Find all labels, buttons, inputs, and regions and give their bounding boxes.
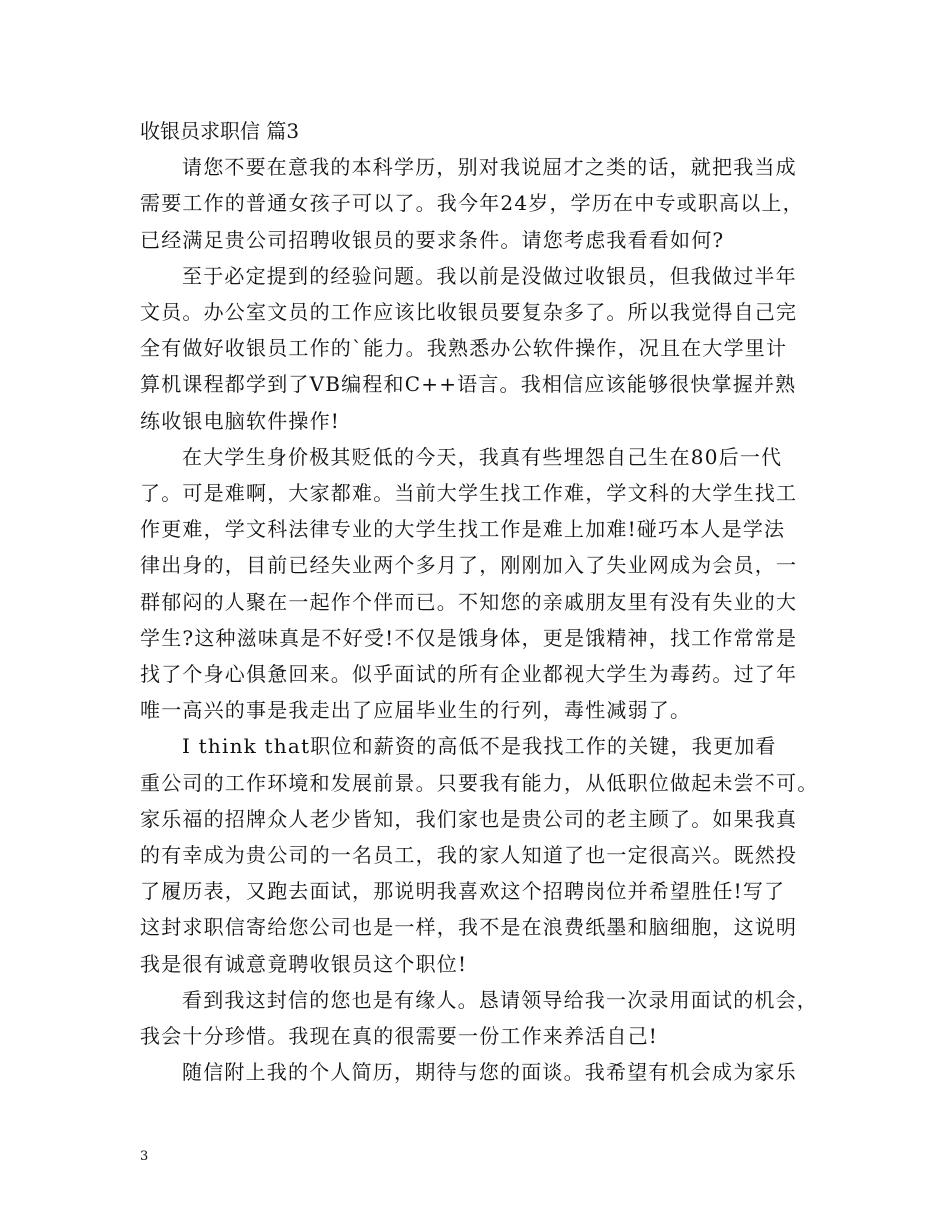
text-line: 文员。办公室文员的工作应该比收银员要复杂多了。所以我觉得自己完 [140, 300, 798, 325]
text-line: 作更难，学文科法律专业的大学生找工作是难上加难!碰巧本人是学法 [140, 517, 786, 542]
text-line: 重公司的工作环境和发展前景。只要我有能力，从低职位做起未尝不可。 [140, 770, 819, 795]
text-line: 我是很有诚意竟聘收银员这个职位! [140, 951, 468, 976]
text-line: 至于必定提到的经验问题。我以前是没做过收银员，但我做过半年 [182, 263, 797, 288]
text-line: 找了个身心俱惫回来。似乎面试的所有企业都视大学生为毒药。过了年 [140, 662, 798, 687]
text-line: 学生?这种滋味真是不好受!不仅是饿身体，更是饿精神，找工作常常是 [140, 625, 798, 650]
text-line: 我会十分珍惜。我现在真的很需要一份工作来养活自己! [140, 1024, 659, 1049]
document-body [140, 113, 830, 1090]
page-number: 3 [140, 1149, 149, 1164]
text-line: 已经满足贵公司招聘收银员的要求条件。请您考虑我看看如何? [140, 227, 725, 252]
paragraph-6 [140, 1054, 830, 1090]
text-line: I think that职位和薪资的高低不是我找工作的关键，我更加看 [182, 734, 777, 759]
paragraph-5 [140, 982, 830, 1054]
text-line: 随信附上我的个人简历，期待与您的面谈。我希望有机会成为家乐 [182, 1060, 797, 1085]
text-line: 了履历表，又跑去面试，那说明我喜欢这个招聘岗位并希望胜任!写了 [140, 879, 786, 904]
text-line: 这封求职信寄给您公司也是一样，我不是在浪费纸墨和脑细胞，这说明 [140, 915, 798, 940]
text-line: 唯一高兴的事是我走出了应届毕业生的行列，毒性减弱了。 [140, 698, 692, 723]
text-line: 了。可是难啊，大家都难。当前大学生找工作难，学文科的大学生找工 [140, 481, 798, 506]
document-title: 收银员求职信 篇3 [140, 119, 300, 143]
paragraph-1 [140, 149, 830, 258]
text-line: 群郁闷的人聚在一起作个伴而已。不知您的亲戚朋友里有没有失业的大 [140, 589, 798, 614]
text-line: 在大学生身价极其贬低的今天，我真有些埋怨自己生在80后一代 [182, 444, 783, 469]
paragraph-2 [140, 258, 830, 439]
paragraph-3 [140, 439, 830, 729]
text-line: 看到我这封信的您也是有缘人。恳请领导给我一次录用面试的机会， [182, 987, 818, 1012]
text-line: 请您不要在意我的本科学历，别对我说屈才之类的话，就把我当成 [182, 155, 797, 180]
text-line: 需要工作的普通女孩子可以了。我今年24岁，学历在中专或职高以上， [140, 191, 804, 216]
text-line: 家乐福的招牌众人老少皆知，我们家也是贵公司的老主顾了。如果我真 [140, 806, 798, 831]
text-line: 算机课程都学到了VB编程和C++语言。我相信应该能够很快掌握并熟 [140, 372, 797, 397]
paragraph-4 [140, 728, 830, 981]
text-line: 全有做好收银员工作的`能力。我熟悉办公软件操作，况且在大学里计 [140, 336, 788, 361]
text-line: 律出身的，目前已经失业两个多月了，刚刚加入了失业网成为会员，一 [140, 553, 798, 578]
text-line: 的有幸成为贵公司的一名员工，我的家人知道了也一定很高兴。既然投 [140, 843, 798, 868]
text-line: 练收银电脑软件操作! [140, 408, 341, 433]
